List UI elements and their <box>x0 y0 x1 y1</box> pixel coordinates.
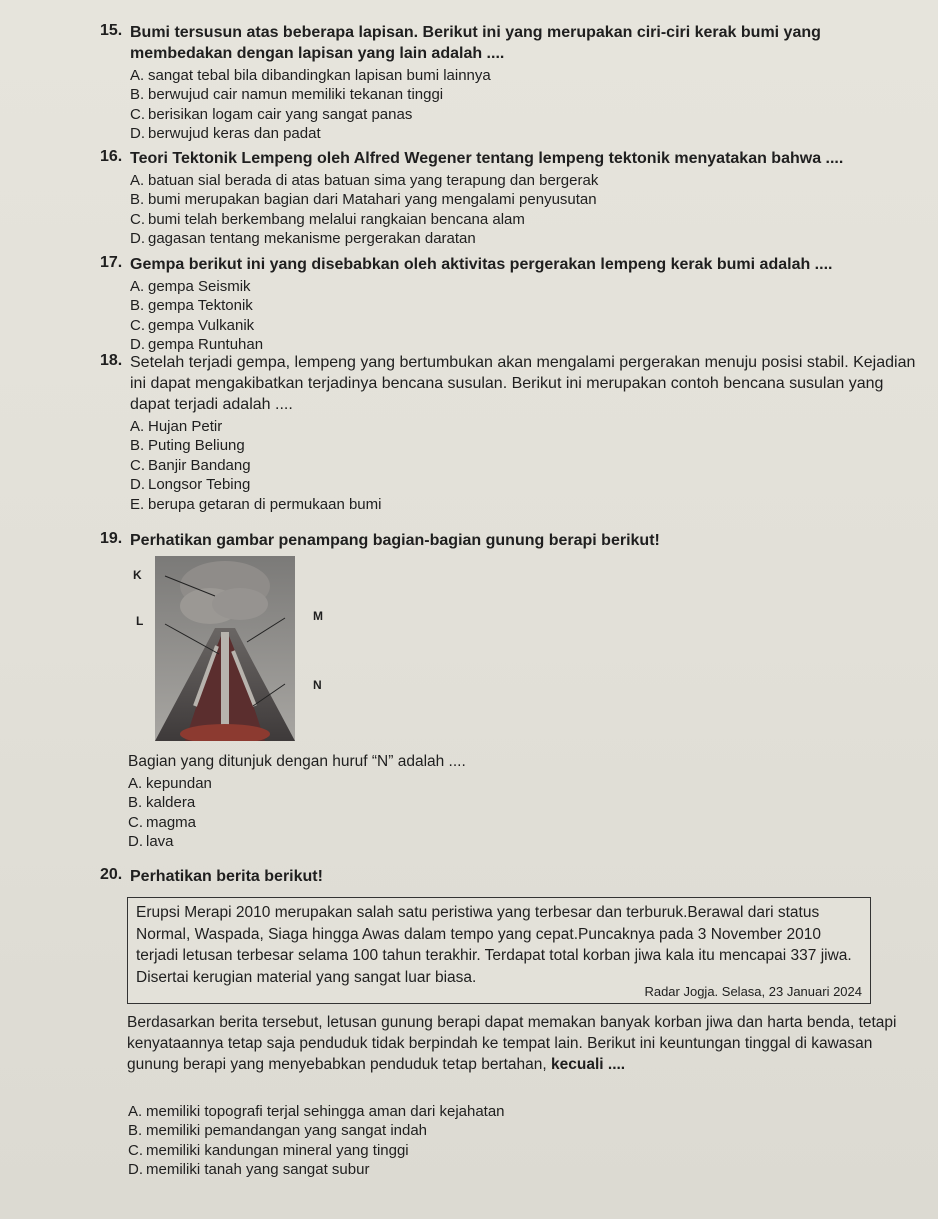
figure-label-n: N <box>313 678 322 692</box>
option-c[interactable]: C. gempa Vulkanik <box>130 316 255 334</box>
option-d[interactable]: D. Longsor Tebing <box>130 476 251 494</box>
options-list <box>130 171 920 249</box>
option-e[interactable]: E. berupa getaran di permukaan bumi <box>130 495 382 513</box>
question-number: 15. <box>100 22 123 39</box>
option-a[interactable]: A. memiliki topografi terjal sehingga aman dari kejahatan <box>128 1103 505 1120</box>
question-text: Gempa berikut ini yang disebabkan oleh aktivitas pergerakan lempeng kerak bumi adalah .... <box>130 256 833 273</box>
volcano-illustration <box>155 556 295 741</box>
question-text: Perhatikan berita berikut! <box>130 868 323 885</box>
question-18 <box>100 352 920 514</box>
option-d[interactable]: D. gagasan tentang mekanisme pergerakan daratan <box>130 230 476 248</box>
options-list <box>130 417 920 514</box>
option-a[interactable]: A. batuan sial berada di atas batuan sima yang terapung dan bergerak <box>130 172 599 189</box>
question-19-body <box>128 751 908 852</box>
news-box <box>127 897 871 1004</box>
option-d[interactable]: D. lava <box>128 833 174 851</box>
option-b[interactable]: B. kaldera <box>128 794 196 812</box>
question-number: 20. <box>100 866 123 883</box>
option-c[interactable]: C. berisikan logam cair yang sangat panas <box>130 105 413 123</box>
option-b[interactable]: B. gempa Tektonik <box>130 297 253 315</box>
question-20-options <box>128 1102 908 1180</box>
figure-label-l: L <box>136 614 144 628</box>
option-d[interactable]: D. berwujud keras dan padat <box>130 125 321 143</box>
news-source: Radar Jogja. Selasa, 23 Januari 2024 <box>644 984 862 999</box>
option-a[interactable]: A. Hujan Petir <box>130 418 223 435</box>
figure-label-k: K <box>133 568 142 582</box>
option-c[interactable]: C. bumi telah berkembang melalui rangkaian bencana alam <box>130 210 525 228</box>
question-text: Setelah terjadi gempa, lempeng yang bertumbukan akan mengalami pergerakan menuju posisi stabil. Kejadian ini dapat mengakibatkan terjadinya bencana susulan. Berikut ini merupakan contoh bencana susulan yang dapat terjadi adalah .... <box>130 354 916 413</box>
question-16 <box>100 148 920 249</box>
news-text: Erupsi Merapi 2010 merupakan salah satu peristiwa yang terbesar dan terburuk.Berawal dari status Normal, Waspada, Siaga hingga Awas dalam tempo yang cepat.Puncaknya pada 3 November 2010 terjadi letusan terbesar selama 100 tahun terakhir. Terdapat total korban jiwa kala itu mencapai 337 jiwa. Disertai kerugian material yang sangat luar biasa. <box>136 904 852 986</box>
option-c[interactable]: C. memiliki kandungan mineral yang tinggi <box>128 1141 409 1159</box>
figure-label-m: M <box>313 609 323 623</box>
question-number: 18. <box>100 352 123 369</box>
question-number: 16. <box>100 148 123 165</box>
options-list <box>130 66 920 144</box>
question-19 <box>100 530 920 551</box>
option-c[interactable]: C. magma <box>128 813 197 831</box>
option-b[interactable]: B. bumi merupakan bagian dari Matahari yang mengalami penyusutan <box>130 191 597 209</box>
options-list <box>128 774 908 852</box>
question-emphasis: kecuali .... <box>551 1056 626 1073</box>
option-d[interactable]: D. gempa Runtuhan <box>130 336 264 354</box>
question-text: Bumi tersusun atas beberapa lapisan. Berikut ini yang merupakan ciri-ciri kerak bumi yang membedakan dengan lapisan yang lain adalah .... <box>130 24 821 62</box>
option-d[interactable]: D. memiliki tanah yang sangat subur <box>128 1161 370 1179</box>
option-b[interactable]: B. memiliki pemandangan yang sangat indah <box>128 1122 428 1140</box>
option-c[interactable]: C. Banjir Bandang <box>130 456 251 474</box>
question-20-prompt: Berdasarkan berita tersebut, letusan gunung berapi dapat memakan banyak korban jiwa dan harta benda, tetapi kenyataannya tetap saja penduduk tidak berpindah ke tempat lain. Berikut ini keuntungan tinggal di kawasan gunung berapi yang menyebabkan penduduk tetap bertahan, kecuali .... <box>127 1014 897 1073</box>
question-20 <box>100 866 920 887</box>
question-15 <box>100 22 920 144</box>
options-list <box>130 277 920 355</box>
option-a[interactable]: A. sangat tebal bila dibandingkan lapisan bumi lainnya <box>130 67 491 84</box>
option-a[interactable]: A. gempa Seismik <box>130 278 251 295</box>
option-b[interactable]: B. berwujud cair namun memiliki tekanan tinggi <box>130 86 444 104</box>
option-b[interactable]: B. Puting Beliung <box>130 437 245 455</box>
question-text: Perhatikan gambar penampang bagian-bagian gunung berapi berikut! <box>130 532 660 549</box>
option-a[interactable]: A. kepundan <box>128 775 212 792</box>
question-number: 19. <box>100 530 123 547</box>
question-number: 17. <box>100 254 123 271</box>
volcano-cross-section-figure <box>155 556 295 741</box>
question-17 <box>100 254 920 355</box>
question-19-prompt: Bagian yang ditunjuk dengan huruf “N” adalah .... <box>128 753 466 770</box>
question-text: Teori Tektonik Lempeng oleh Alfred Wegener tentang lempeng tektonik menyatakan bahwa .... <box>130 150 844 167</box>
